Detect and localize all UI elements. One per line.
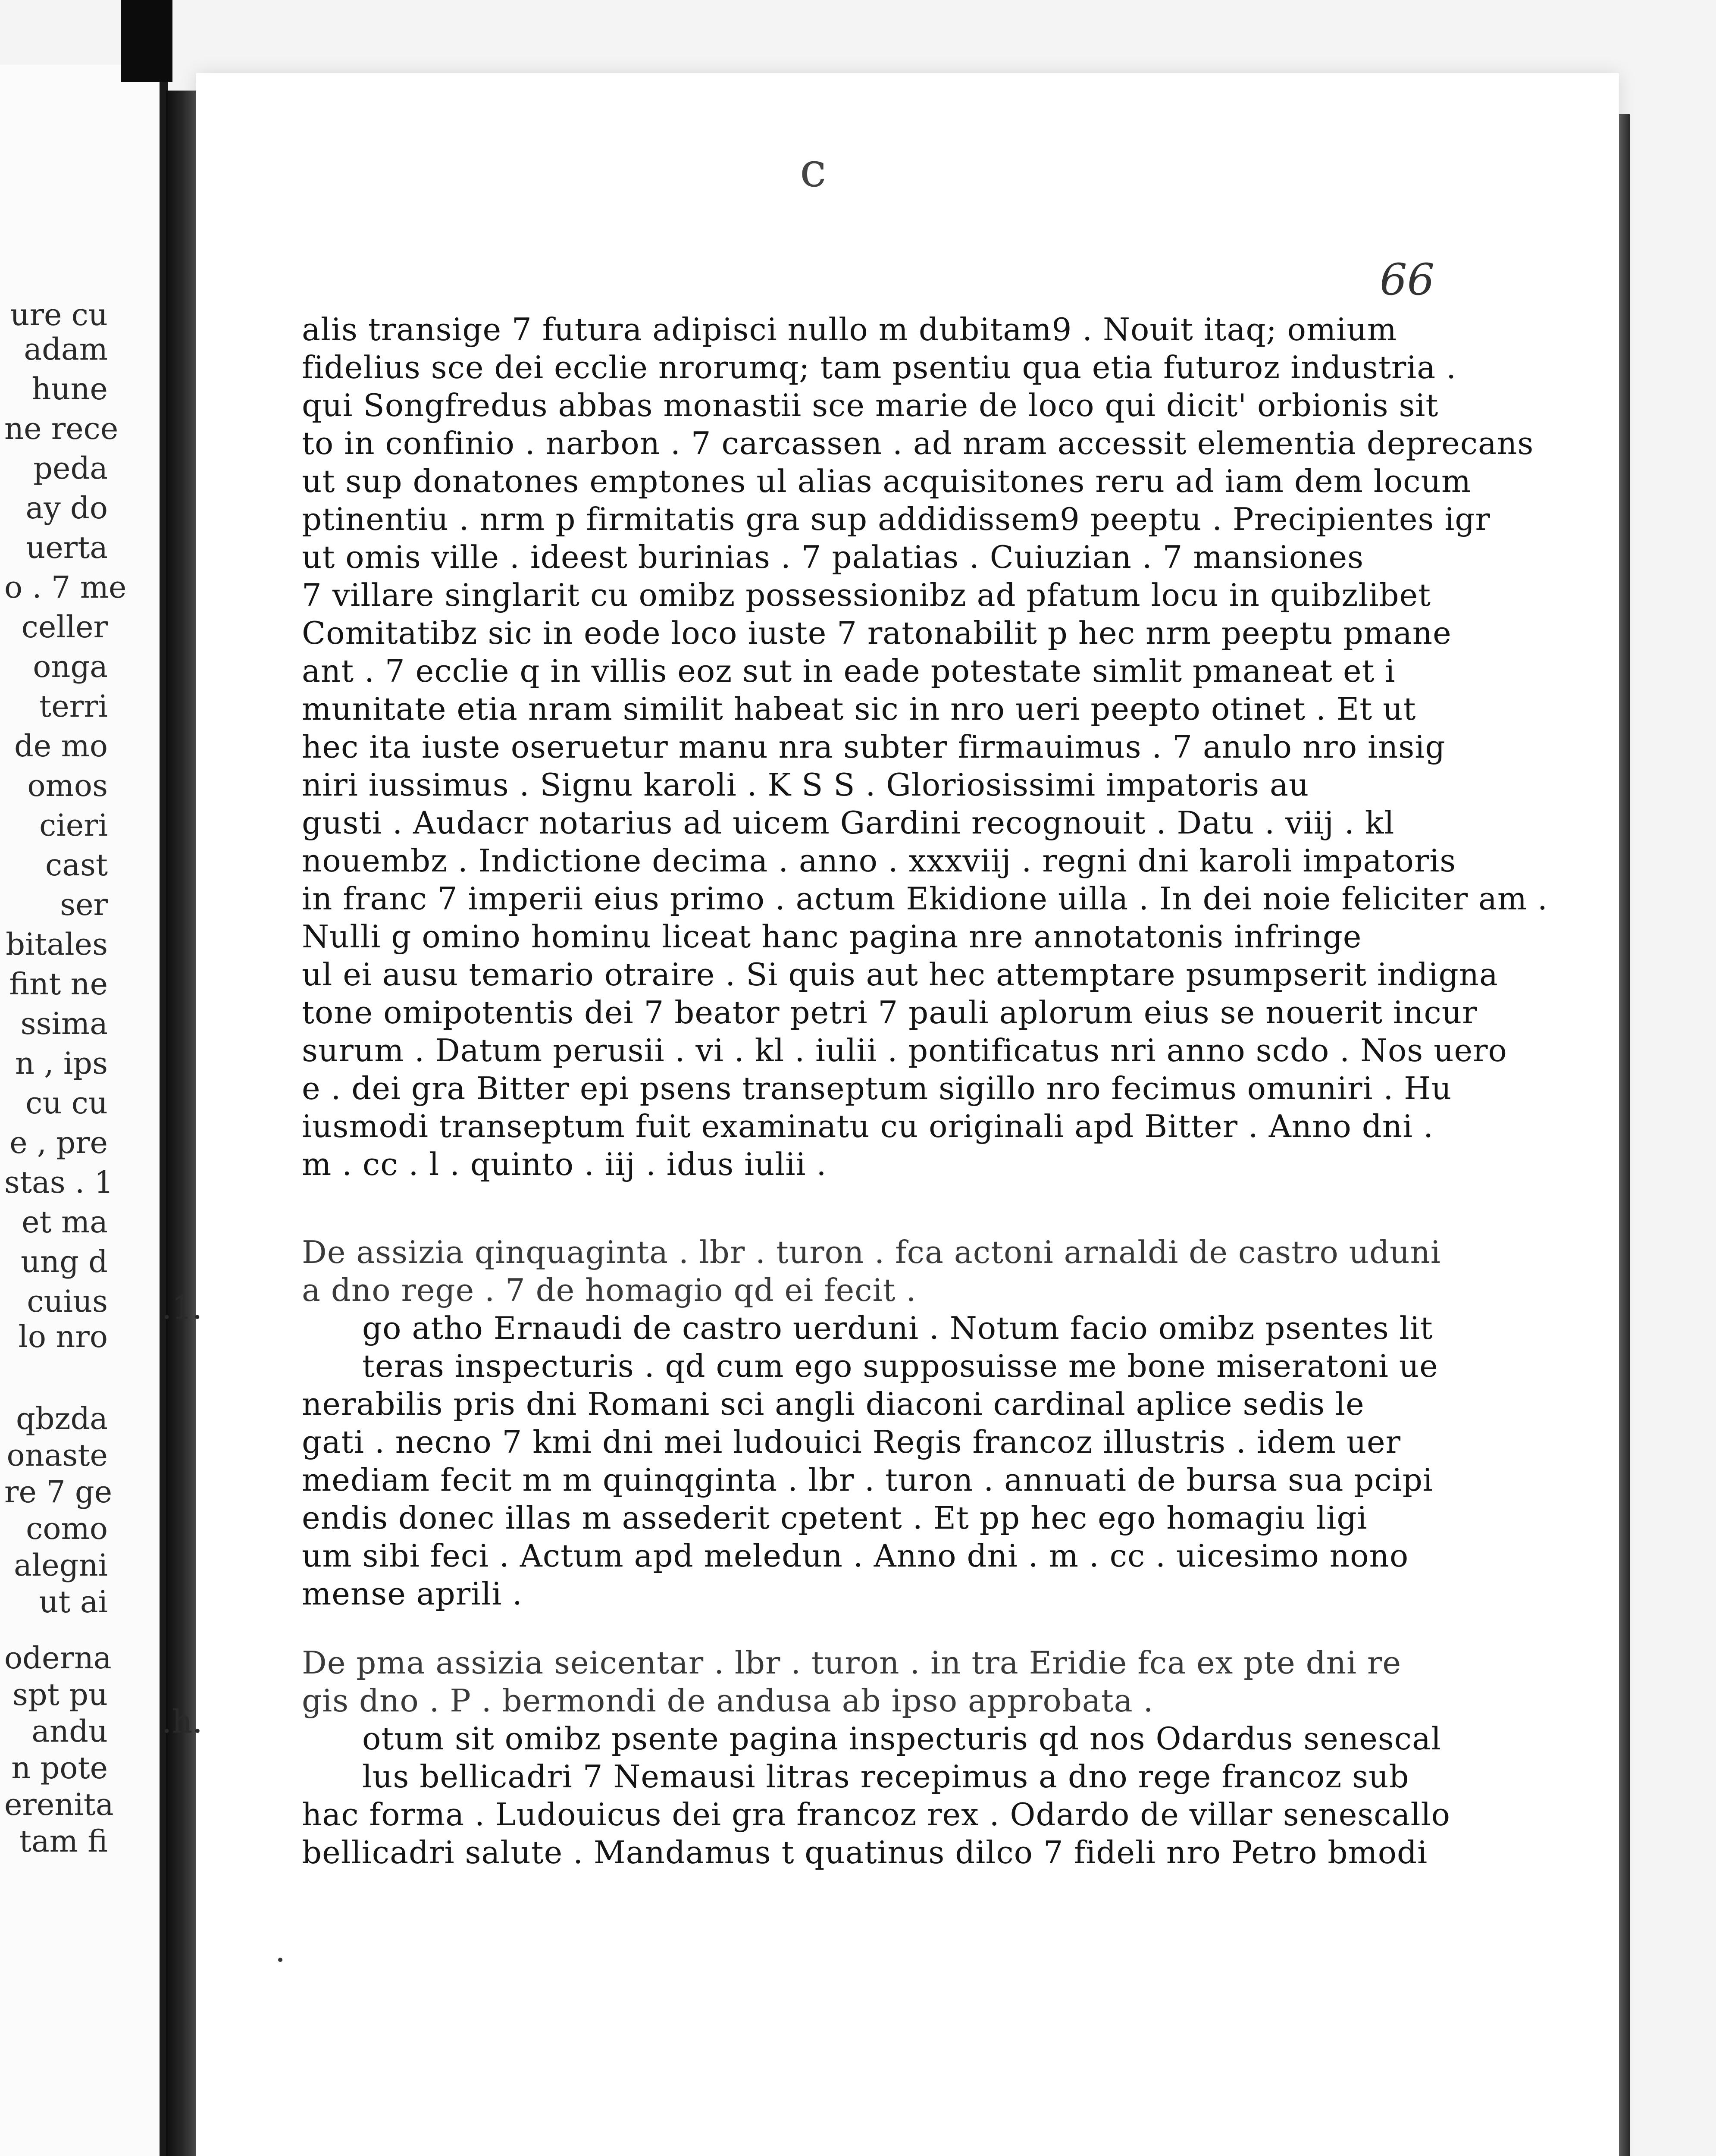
- left-line: onga: [33, 649, 108, 684]
- left-line: terri: [39, 689, 108, 724]
- left-line: oderna: [4, 1640, 112, 1676]
- heading-line: gis dno . P . bermondi de andusa ab ipso approbata .: [302, 1683, 1154, 1719]
- text-line: e . dei gra Bitter epi psens transeptum sigillo nro fecimus omuniri . Hu: [302, 1070, 1452, 1106]
- text-line: niri iussimus . Signu karoli . K S S . Gloriosissimi impatoris au: [302, 767, 1309, 803]
- text-line: gusti . Audacr notarius ad uicem Gardini recognouit . Datu . viij . kl: [302, 805, 1395, 841]
- left-line: tam fi: [19, 1824, 108, 1859]
- left-line: cieri: [39, 808, 108, 843]
- text-line: otum sit omibz psente pagina inspecturis qd nos Odardus senescal: [362, 1720, 1442, 1757]
- text-line: surum . Datum perusii . vi . kl . iulii . pontificatus nri anno scdo . Nos uero: [302, 1032, 1507, 1069]
- text-line: lus bellicadri 7 Nemausi litras recepimus a dno rege francoz sub: [362, 1758, 1409, 1795]
- text-line: Comitatibz sic in eode loco iuste 7 ratonabilit p hec nrm peeptu pmane: [302, 615, 1452, 651]
- ink-dot: [278, 1958, 282, 1962]
- text-line: gati . necno 7 kmi dni mei ludouici Regis francoz illustris . idem uer: [302, 1424, 1401, 1460]
- left-line: ssima: [20, 1006, 108, 1041]
- text-line: ut omis ville . ideest burinias . 7 palatias . Cuiuzian . 7 mansiones: [302, 539, 1364, 575]
- text-line: bellicadri salute . Mandamus t quatinus dilco 7 fideli nro Petro bmodi: [302, 1834, 1428, 1871]
- left-line: ser: [60, 887, 108, 922]
- folio-number: 66: [1380, 254, 1435, 305]
- left-line: cast: [45, 847, 108, 883]
- text-line: hac forma . Ludouicus dei gra francoz rex . Odardo de villar senescallo: [302, 1796, 1450, 1833]
- left-line: onaste: [6, 1438, 108, 1473]
- left-line: re 7 ge: [4, 1474, 113, 1510]
- left-line: erenita: [4, 1787, 114, 1822]
- text-line: in franc 7 imperii eius primo . actum Ekidione uilla . In dei noie feliciter am .: [302, 881, 1548, 917]
- left-line: ne rece: [4, 411, 119, 446]
- margin-mark: .1.: [162, 1289, 203, 1326]
- text-line: to in confinio . narbon . 7 carcassen . ad nram accessit elementia deprecans: [302, 425, 1534, 461]
- text-line: nerabilis pris dni Romani sci angli diaconi cardinal aplice sedis le: [302, 1386, 1365, 1422]
- text-line: mediam fecit m m quinqginta . lbr . turon . annuati de bursa sua pcipi: [302, 1462, 1433, 1498]
- left-line: spt pu: [12, 1677, 108, 1712]
- text-line: m . cc . l . quinto . iij . idus iulii .: [302, 1146, 827, 1182]
- catchword: c: [800, 142, 827, 197]
- left-line: ure cu: [10, 297, 108, 332]
- left-line: cuius: [27, 1284, 108, 1319]
- left-line: andu: [31, 1714, 108, 1749]
- margin-mark: .h.: [162, 1703, 203, 1740]
- left-line: n , ips: [15, 1046, 108, 1081]
- left-line: alegni: [14, 1548, 108, 1583]
- text-line: um sibi feci . Actum apd meledun . Anno dni . m . cc . uicesimo nono: [302, 1538, 1409, 1574]
- left-line: n pote: [11, 1750, 108, 1786]
- left-line: hune: [31, 371, 108, 407]
- left-line: et ma: [22, 1204, 108, 1240]
- text-line: tone omipotentis dei 7 beator petri 7 pauli aplorum eius se nouerit incur: [302, 994, 1478, 1031]
- text-line: alis transige 7 futura adipisci nullo m dubitam9 . Nouit itaq; omium: [302, 311, 1397, 348]
- heading-line: De assizia qinquaginta . lbr . turon . fca actoni arnaldi de castro uduni: [302, 1234, 1441, 1270]
- book-shadow-top: [121, 0, 172, 82]
- text-line: munitate etia nram similit habeat sic in nro ueri peepto otinet . Et ut: [302, 691, 1416, 727]
- text-line: ant . 7 ecclie q in villis eoz sut in eade potestate simlit pmaneat et i: [302, 653, 1396, 689]
- left-line: o . 7 me: [4, 570, 127, 605]
- text-line: go atho Ernaudi de castro uerduni . Notum facio omibz psentes lit: [362, 1310, 1433, 1346]
- text-line: teras inspecturis . qd cum ego supposuisse me bone miseratoni ue: [362, 1348, 1438, 1384]
- left-line: qbzda: [16, 1401, 108, 1436]
- heading-line: De pma assizia seicentar . lbr . turon . in tra Eridie fca ex pte dni re: [302, 1645, 1402, 1681]
- left-line: fint ne: [9, 966, 108, 1002]
- text-line: endis donec illas m assederit cpetent . Et pp hec ego homagiu ligi: [302, 1500, 1368, 1536]
- left-line: ung d: [20, 1244, 108, 1279]
- left-line: como: [26, 1511, 108, 1546]
- left-line: ut ai: [39, 1584, 108, 1620]
- text-line: Nulli g omino hominu liceat hanc pagina nre annotatonis infringe: [302, 918, 1362, 955]
- left-line: de mo: [14, 728, 108, 764]
- left-line: lo nro: [18, 1319, 108, 1354]
- text-line: ul ei ausu temario otraire . Si quis aut hec attemptare psumpserit indigna: [302, 956, 1498, 993]
- text-line: qui Songfredus abbas monastii sce marie de loco qui dicit' orbionis sit: [302, 387, 1439, 423]
- left-line: bitales: [6, 927, 108, 962]
- left-line: peda: [33, 451, 108, 486]
- text-line: mense aprili .: [302, 1576, 523, 1612]
- text-line: ptinentiu . nrm p firmitatis gra sup addidissem9 peeptu . Precipientes igr: [302, 501, 1491, 537]
- text-line: ut sup donatones emptones ul alias acquisitones reru ad iam dem locum: [302, 463, 1472, 499]
- left-line: omos: [27, 768, 108, 803]
- text-line: iusmodi transeptum fuit examinatu cu originali apd Bitter . Anno dni .: [302, 1108, 1434, 1144]
- left-line: adam: [24, 332, 108, 367]
- left-line: stas . 1: [4, 1165, 113, 1200]
- left-line: celler: [21, 609, 108, 645]
- book-gutter: [166, 91, 200, 2156]
- text-line: nouembz . Indictione decima . anno . xxxviij . regni dni karoli impatoris: [302, 843, 1456, 879]
- heading-line: a dno rege . 7 de homagio qd ei fecit .: [302, 1272, 917, 1308]
- text-line: fidelius sce dei ecclie nrorumq; tam psentiu qua etia futuroz industria .: [302, 349, 1456, 385]
- text-line: 7 villare singlarit cu omibz possessionibz ad pfatum locu in quibzlibet: [302, 577, 1431, 613]
- left-line: ay do: [25, 490, 108, 526]
- left-line: uerta: [26, 530, 108, 565]
- left-line: e , pre: [9, 1125, 108, 1160]
- text-line: hec ita iuste oseruetur manu nra subter firmauimus . 7 anulo nro insig: [302, 729, 1446, 765]
- left-line: cu cu: [25, 1085, 108, 1121]
